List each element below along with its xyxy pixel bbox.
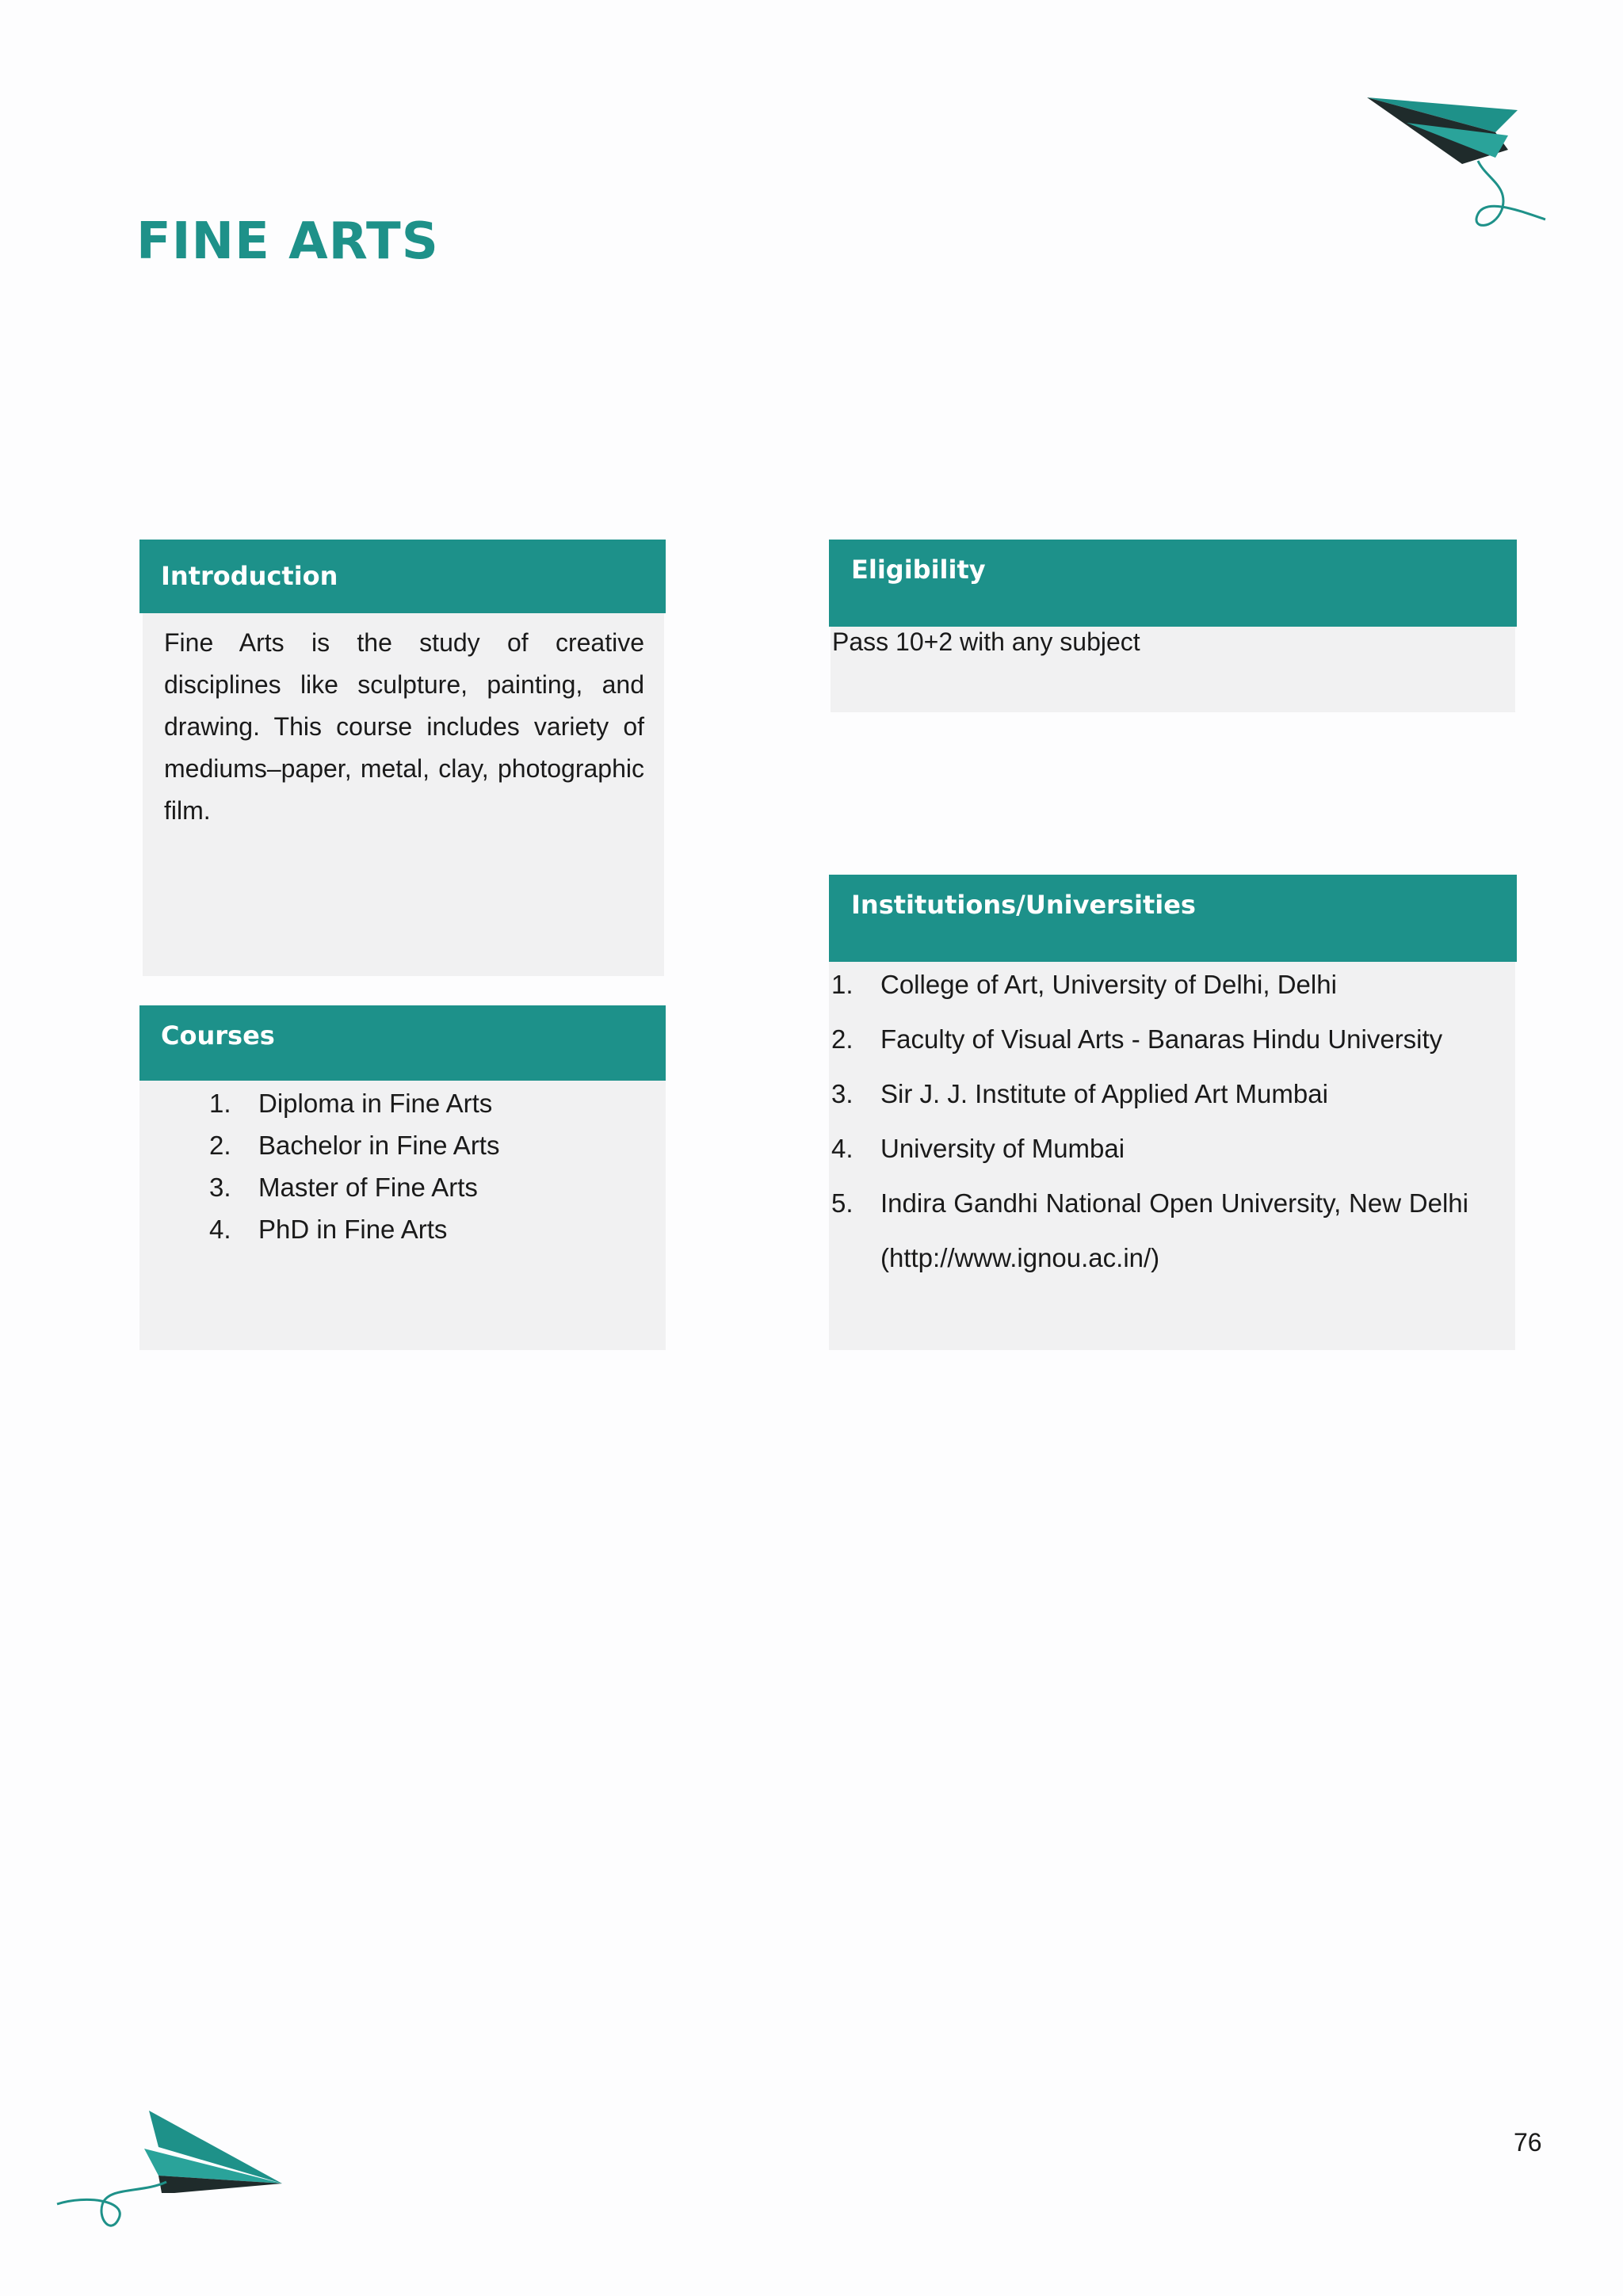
list-number: 4. (209, 1215, 231, 1244)
eligibility-text: Pass 10+2 with any subject (832, 627, 1140, 656)
institutions-list (831, 957, 1468, 1285)
list-number: 5. (831, 1188, 854, 1218)
course-label: Diploma in Fine Arts (258, 1089, 493, 1118)
list-item (209, 1131, 499, 1173)
courses-list (209, 1089, 499, 1257)
course-label: Master of Fine Arts (258, 1173, 478, 1202)
list-number: 4. (831, 1134, 854, 1163)
list-number: 3. (831, 1079, 854, 1108)
list-item (209, 1173, 499, 1215)
list-item (831, 1121, 1468, 1176)
introduction-heading: Introduction (139, 540, 666, 613)
institution-label: Indira Gandhi National Open University, New Delhi (http://www.ignou.ac.in/) (880, 1188, 1468, 1272)
list-number: 1. (209, 1089, 231, 1118)
list-item (209, 1215, 499, 1257)
course-label: Bachelor in Fine Arts (258, 1131, 500, 1160)
institutions-heading: Institutions/Universities (829, 875, 1517, 962)
list-number: 3. (209, 1173, 231, 1202)
list-number: 2. (209, 1131, 231, 1160)
list-item (831, 1176, 1468, 1285)
institution-label: Sir J. J. Institute of Applied Art Mumbai (880, 1079, 1328, 1108)
courses-heading: Courses (139, 1005, 666, 1081)
list-item (209, 1089, 499, 1131)
institution-label: University of Mumbai (880, 1134, 1125, 1163)
list-number: 1. (831, 970, 854, 999)
introduction-text: Fine Arts is the study of creative disciplines like sculpture, painting, and drawing. This course includes variety of mediums–paper, metal, clay, photographic film. (164, 628, 644, 825)
list-item (831, 957, 1468, 1012)
institution-label: Faculty of Visual Arts - Banaras Hindu University (880, 1024, 1443, 1054)
list-number: 2. (831, 1024, 854, 1054)
eligibility-heading: Eligibility (829, 540, 1517, 627)
course-label: PhD in Fine Arts (258, 1215, 448, 1244)
institution-label: College of Art, University of Delhi, Delhi (880, 970, 1337, 999)
list-item (831, 1066, 1468, 1121)
list-item (831, 1012, 1468, 1066)
paper-plane-icon-bottom (55, 2100, 293, 2258)
page-number: 76 (1514, 2128, 1542, 2157)
paper-plane-icon-top (1359, 91, 1549, 234)
page-title: FINE ARTS (136, 212, 439, 271)
